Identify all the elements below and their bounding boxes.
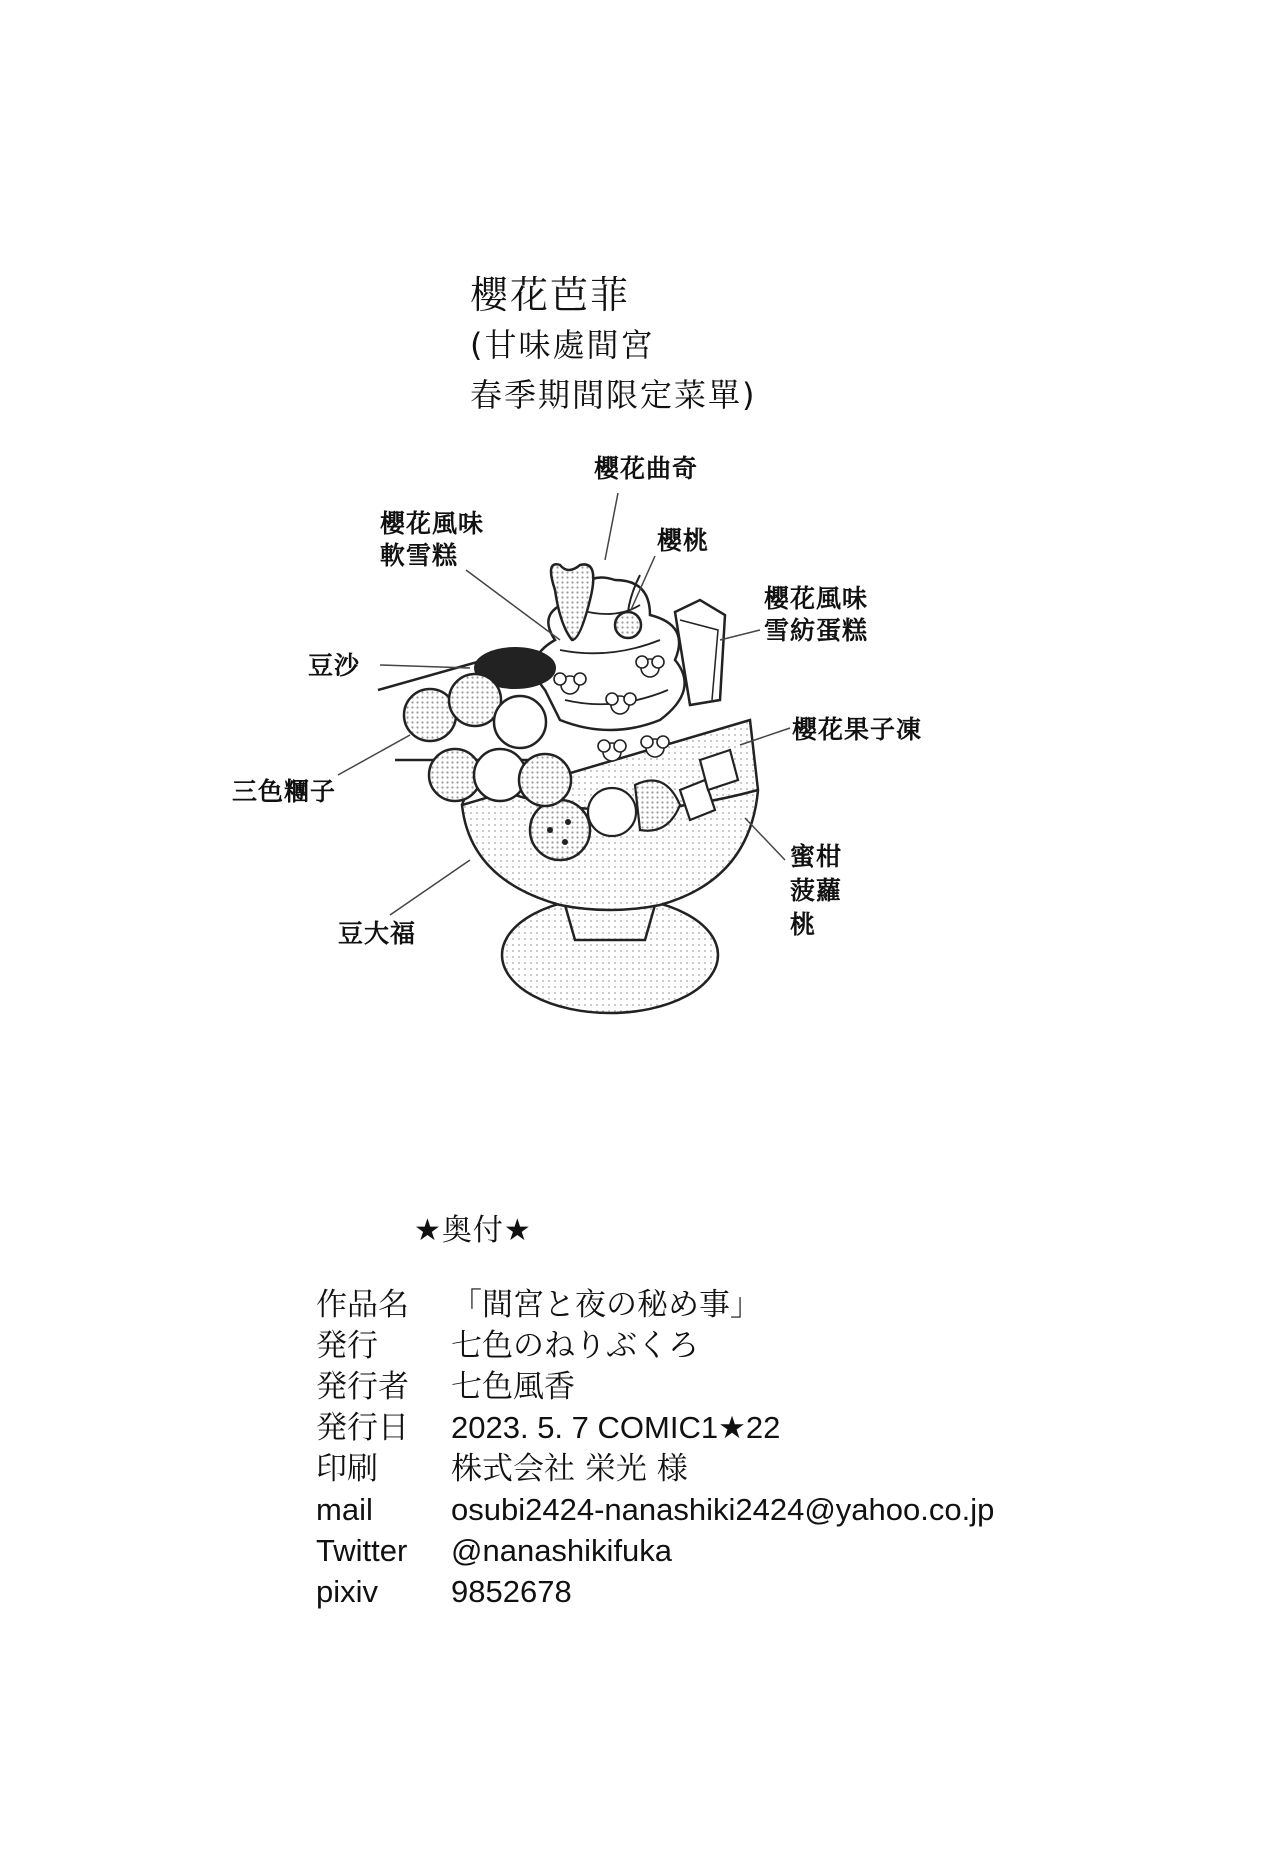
cherry bbox=[615, 612, 641, 638]
label-sakura-cookie: 櫻花曲奇 bbox=[594, 454, 699, 483]
colophon-value: 9852678 bbox=[451, 1574, 572, 1609]
mame-daifuku bbox=[530, 800, 590, 860]
label-fruit-peach: 桃 bbox=[790, 910, 817, 939]
menu-title: 櫻花芭菲 bbox=[470, 273, 631, 317]
menu-subtitle-line-1: (甘味處間宮 bbox=[470, 326, 655, 364]
colophon-value: 2023. 5. 7 COMIC1★22 bbox=[451, 1410, 781, 1445]
label-dango: 三色糰子 bbox=[232, 777, 337, 806]
colophon-key: 作品名 bbox=[316, 1287, 409, 1323]
colophon-row-pixiv bbox=[316, 1572, 572, 1612]
label-red-bean: 豆沙 bbox=[308, 651, 361, 680]
colophon-row-publisher bbox=[316, 1326, 699, 1366]
label-sakura-chiffon-line-1: 櫻花風味 bbox=[764, 584, 869, 613]
colophon-key: Twitter bbox=[316, 1533, 408, 1568]
label-sakura-soft-cream-line-2: 軟雪糕 bbox=[380, 541, 459, 570]
colophon-row-date bbox=[316, 1408, 780, 1448]
colophon-value: 七色のねりぶくろ bbox=[451, 1328, 699, 1364]
colophon-key: 発行者 bbox=[316, 1369, 409, 1405]
colophon-row-mail bbox=[316, 1490, 994, 1530]
label-fruit-mandarin: 蜜柑 bbox=[790, 842, 843, 871]
colophon-key: 印刷 bbox=[316, 1451, 378, 1487]
colophon-value: 七色風香 bbox=[451, 1369, 575, 1405]
label-sakura-chiffon-line-2: 雪紡蛋糕 bbox=[764, 616, 869, 645]
colophon-row-issuer bbox=[316, 1367, 575, 1407]
colophon-row-twitter bbox=[316, 1531, 672, 1571]
colophon-value: 「間宮と夜の秘め事」 bbox=[451, 1287, 761, 1323]
colophon-key: pixiv bbox=[316, 1574, 379, 1609]
label-sakura-jelly: 櫻花果子凍 bbox=[792, 715, 923, 744]
colophon-key: 発行日 bbox=[316, 1410, 409, 1446]
colophon-key: mail bbox=[316, 1492, 373, 1527]
label-mame-daifuku: 豆大福 bbox=[338, 919, 417, 948]
label-fruit-pineapple: 菠蘿 bbox=[790, 876, 843, 905]
colophon-value: 株式会社 栄光 様 bbox=[451, 1451, 688, 1487]
label-sakura-chiffon bbox=[764, 583, 868, 647]
colophon-value: osubi2424-nanashiki2424@yahoo.co.jp bbox=[451, 1492, 995, 1527]
colophon-heading: ★奥付★ bbox=[414, 1213, 532, 1248]
label-cherry: 櫻桃 bbox=[657, 526, 710, 555]
label-sakura-soft-cream-line-1: 櫻花風味 bbox=[380, 509, 485, 538]
menu-subtitle-line-2: 春季期間限定菜單) bbox=[470, 376, 757, 414]
label-sakura-soft-cream bbox=[380, 508, 484, 572]
colophon-row-printer bbox=[316, 1449, 688, 1489]
colophon-value: @nanashikifuka bbox=[451, 1533, 673, 1568]
colophon-row-title bbox=[316, 1285, 761, 1325]
colophon-key: 発行 bbox=[316, 1328, 378, 1364]
label-fruits bbox=[790, 840, 842, 942]
